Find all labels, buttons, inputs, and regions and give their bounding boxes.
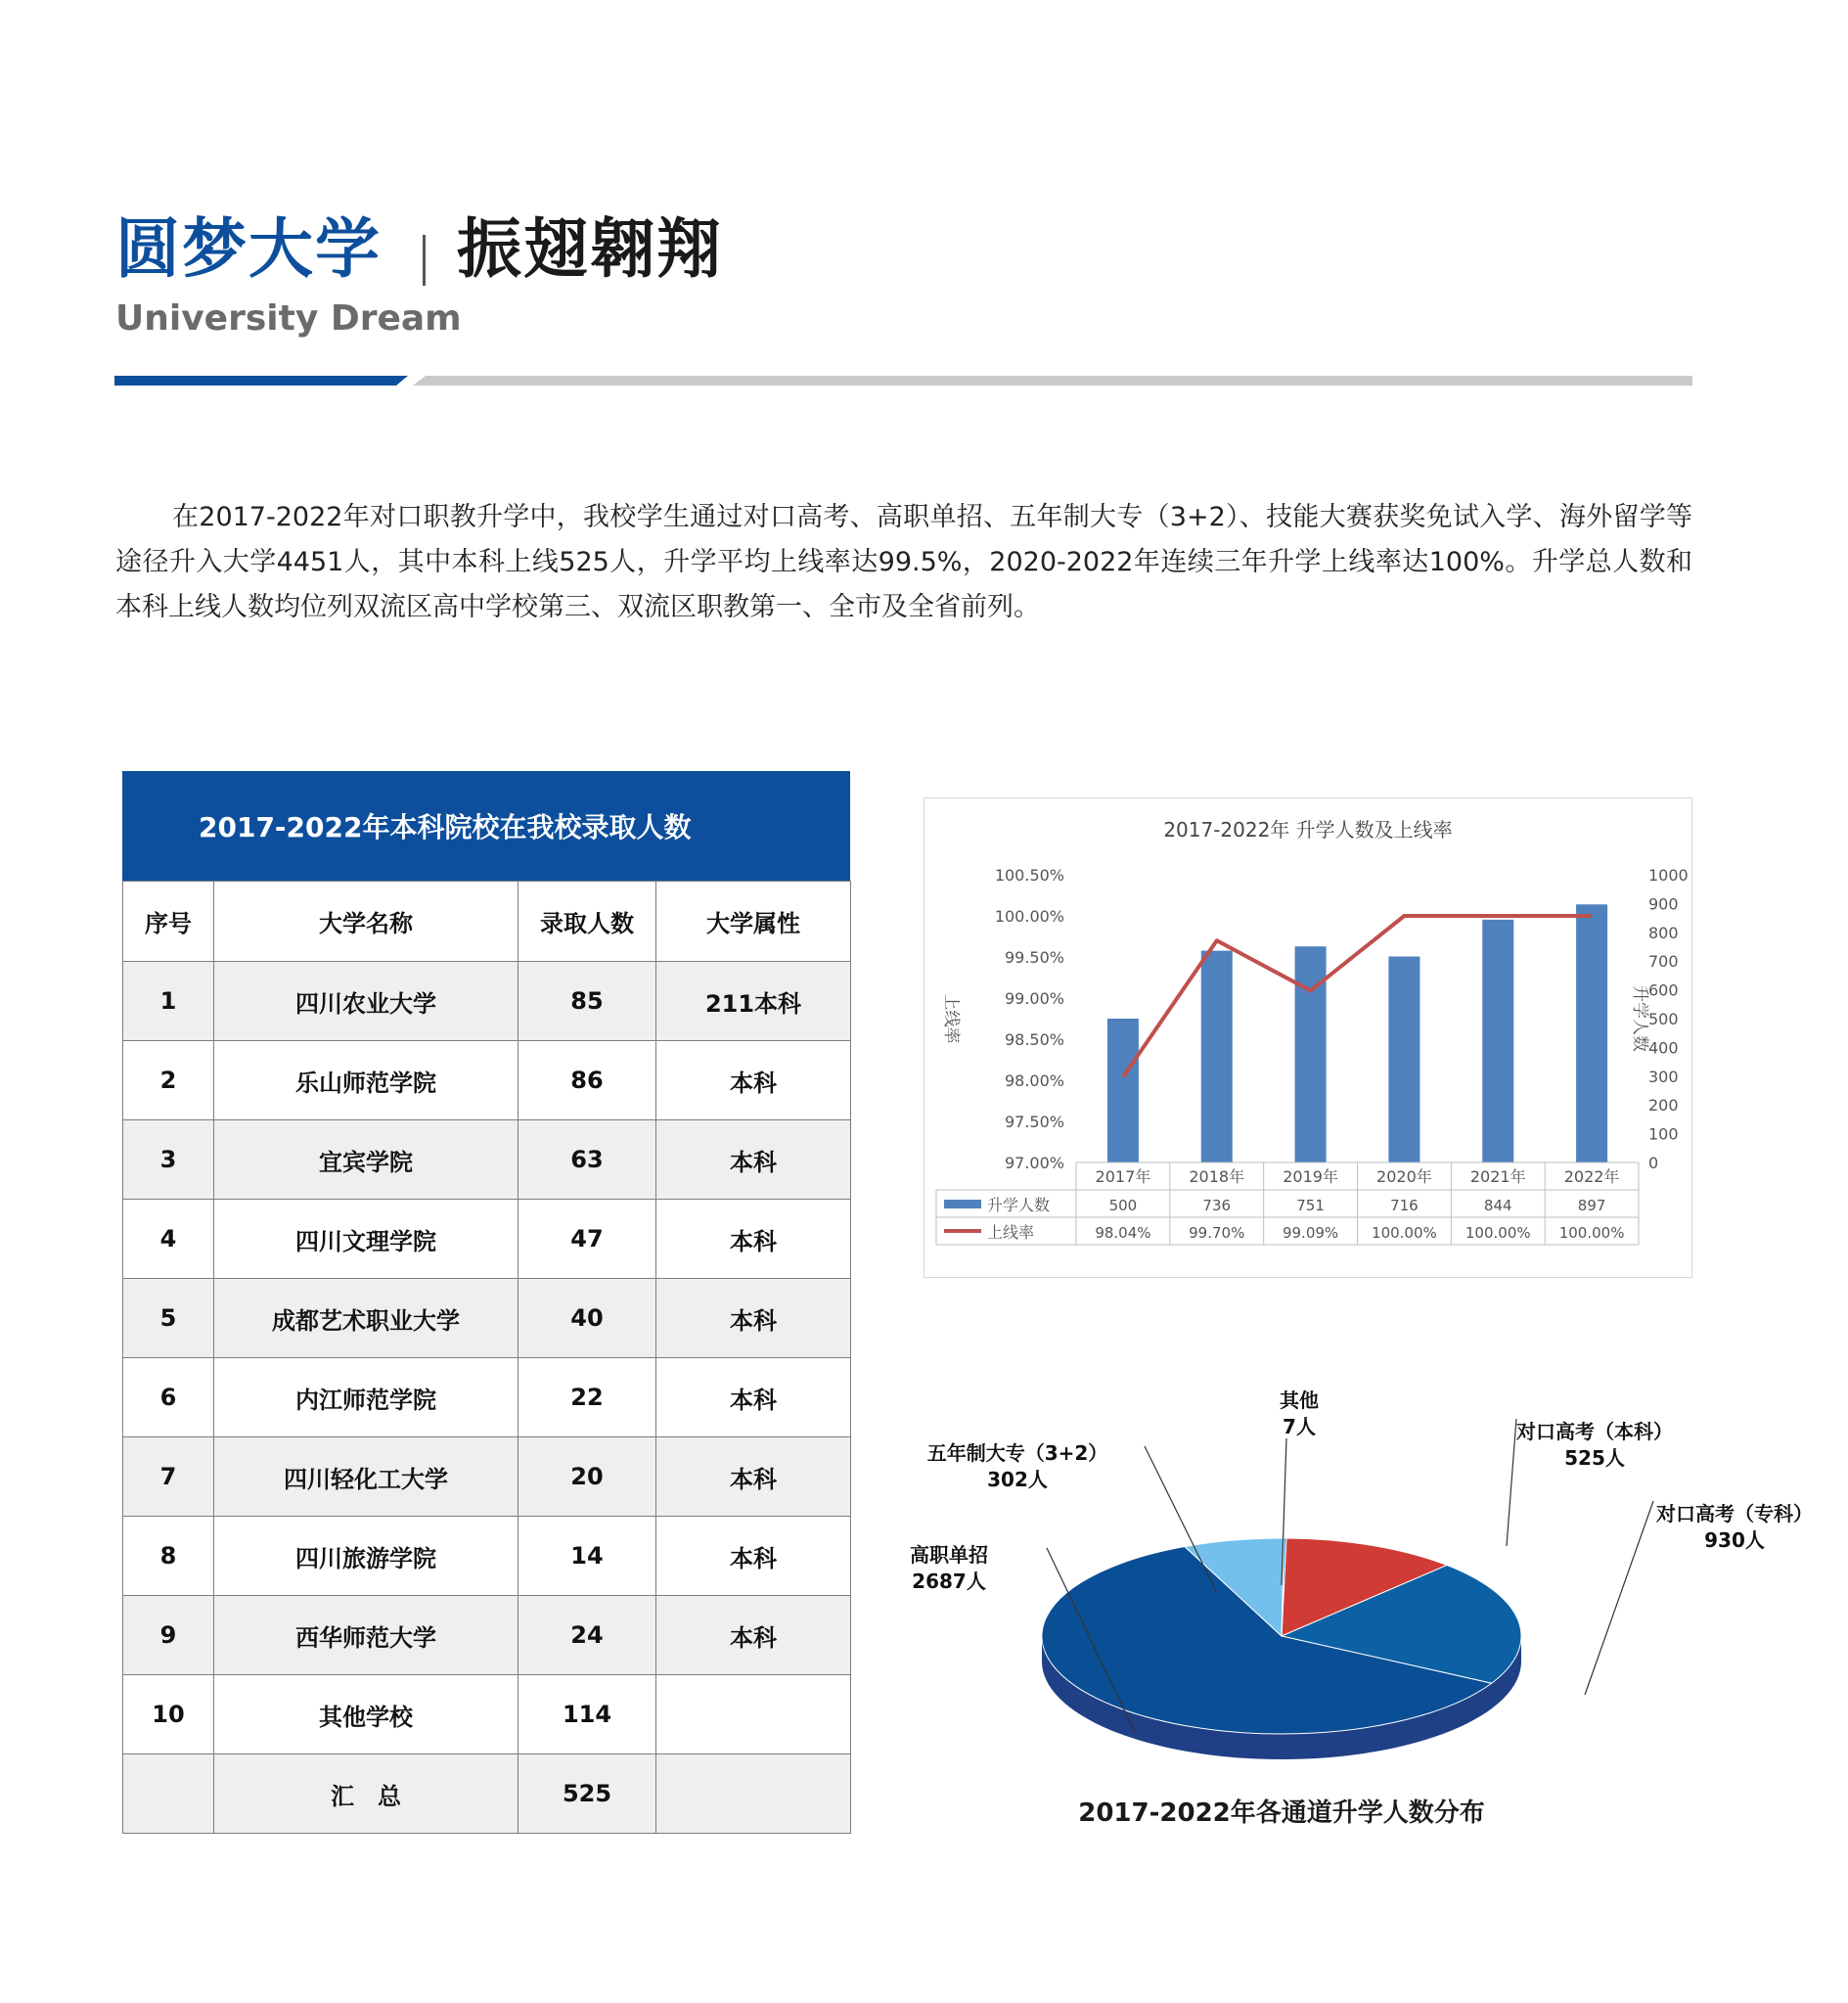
table-grid	[122, 881, 851, 1834]
cell-index: 4	[123, 1200, 214, 1279]
cell-university: 汇 总	[214, 1754, 518, 1834]
cell-count: 40	[518, 1279, 656, 1358]
cell-type: 211本科	[656, 962, 851, 1041]
bar-data-label: 736	[1202, 1197, 1232, 1214]
pie-label-value: 930人	[1704, 1528, 1765, 1552]
header-count: 录取人数	[518, 882, 656, 962]
bar-data-label: 500	[1108, 1197, 1138, 1214]
y-right-tick-label: 500	[1648, 1010, 1679, 1028]
cell-type: 本科	[656, 1041, 851, 1120]
cell-type: 本科	[656, 1120, 851, 1200]
cell-university: 内江师范学院	[214, 1358, 518, 1437]
pie-label	[841, 1542, 1057, 1595]
page-subtitle: 振翅翱翔	[457, 211, 723, 287]
pie-label-value: 302人	[987, 1468, 1048, 1491]
bar	[1295, 946, 1327, 1162]
rate-data-label: 98.04%	[1095, 1224, 1151, 1242]
y-right-tick-label: 200	[1648, 1096, 1679, 1115]
page-title: 圆梦大学	[115, 211, 382, 287]
admission-table	[122, 771, 850, 1834]
cell-index: 1	[123, 962, 214, 1041]
intro-paragraph: 在2017-2022年对口职教升学中，我校学生通过对口高考、高职单招、五年制大专（3+2）、技能大赛获奖免试入学、海外留学等途径升入大学4451人，其中本科上线525人，升学平均上线率达99.5%，2020-2022年连续三年升学上线率达100%。升学总人数和本科上线人数均位列双流区高中学校第三、双流区职教第一、全市及全省前列。	[115, 502, 1692, 622]
pie-label	[1192, 1388, 1407, 1440]
bar-data-label: 897	[1577, 1197, 1606, 1214]
cell-index: 9	[123, 1596, 214, 1675]
rate-data-label: 100.00%	[1465, 1224, 1531, 1242]
legend-line-swatch	[944, 1229, 981, 1233]
y-right-tick-label: 400	[1648, 1038, 1679, 1058]
bar-data-label: 751	[1296, 1197, 1325, 1214]
y-right-tick-label: 800	[1648, 923, 1679, 942]
table-row	[123, 1041, 851, 1120]
y-right-tick-label: 900	[1648, 894, 1679, 914]
y-right-tick-label: 0	[1648, 1154, 1659, 1172]
y-left-tick-label: 99.50%	[1004, 948, 1064, 967]
rate-data-label: 99.09%	[1282, 1224, 1339, 1242]
table-row	[123, 1596, 851, 1675]
table-row	[123, 1358, 851, 1437]
cell-type	[656, 1675, 851, 1754]
y-left-axis-label: 上线率	[941, 993, 961, 1044]
rate-data-label: 100.00%	[1558, 1224, 1625, 1242]
cell-count: 85	[518, 962, 656, 1041]
rate-data-label: 100.00%	[1372, 1224, 1437, 1242]
cell-count: 86	[518, 1041, 656, 1120]
cell-index: 2	[123, 1041, 214, 1120]
rate-line	[1123, 916, 1592, 1077]
bar	[1482, 920, 1513, 1162]
cell-index: 3	[123, 1120, 214, 1200]
header-rule-blue	[114, 376, 408, 386]
cell-type	[656, 1754, 851, 1834]
x-tick-label: 2020年	[1376, 1167, 1432, 1186]
header-rule-gray	[413, 376, 1692, 386]
cell-type: 本科	[656, 1517, 851, 1596]
y-left-tick-label: 97.50%	[1004, 1113, 1064, 1131]
table-row	[123, 1754, 851, 1834]
bar	[1576, 904, 1607, 1162]
cell-university: 其他学校	[214, 1675, 518, 1754]
table-row	[123, 962, 851, 1041]
table-row	[123, 1675, 851, 1754]
cell-index	[123, 1754, 214, 1834]
y-left-tick-label: 100.00%	[994, 907, 1064, 926]
x-tick-label: 2021年	[1469, 1167, 1526, 1186]
bar	[1388, 956, 1420, 1162]
pie-label-value: 2687人	[912, 1570, 986, 1593]
cell-university: 四川农业大学	[214, 962, 518, 1041]
cell-university: 宜宾学院	[214, 1120, 518, 1200]
pie-label-name: 其他	[1280, 1388, 1319, 1412]
table-row	[123, 1120, 851, 1200]
pie-label	[1627, 1501, 1842, 1554]
pie-label-value: 525人	[1564, 1446, 1625, 1470]
y-left-tick-label: 97.00%	[1004, 1154, 1064, 1172]
cell-count: 24	[518, 1596, 656, 1675]
cell-count: 47	[518, 1200, 656, 1279]
x-tick-label: 2019年	[1283, 1167, 1338, 1186]
cell-type: 本科	[656, 1200, 851, 1279]
cell-count: 20	[518, 1437, 656, 1517]
cell-university: 成都艺术职业大学	[214, 1279, 518, 1358]
pie-label-name: 对口高考（本科）	[1516, 1420, 1673, 1443]
bar-data-label: 844	[1483, 1197, 1512, 1214]
cell-university: 乐山师范学院	[214, 1041, 518, 1120]
cell-university: 四川文理学院	[214, 1200, 518, 1279]
header-type: 大学属性	[656, 882, 851, 962]
legend-line-name: 上线率	[987, 1223, 1035, 1242]
english-title: University Dream	[115, 298, 462, 339]
cell-count: 525	[518, 1754, 656, 1834]
cell-index: 6	[123, 1358, 214, 1437]
y-right-axis-label: 升学人数	[1630, 985, 1649, 1052]
y-right-tick-label: 1000	[1648, 866, 1689, 885]
cell-type: 本科	[656, 1596, 851, 1675]
pie-label	[1487, 1419, 1702, 1472]
cell-index: 8	[123, 1517, 214, 1596]
y-right-tick-label: 100	[1648, 1124, 1679, 1144]
table-title: 2017-2022年本科院校在我校录取人数	[122, 771, 850, 881]
cell-type: 本科	[656, 1437, 851, 1517]
y-right-tick-label: 700	[1648, 952, 1679, 972]
cell-university: 四川轻化工大学	[214, 1437, 518, 1517]
chart-title: 2017-2022年 升学人数及上线率	[1163, 818, 1453, 842]
pie-label-value: 7人	[1283, 1415, 1316, 1438]
header-index: 序号	[123, 882, 214, 962]
table-row	[123, 1517, 851, 1596]
cell-type: 本科	[656, 1279, 851, 1358]
cell-index: 5	[123, 1279, 214, 1358]
cell-index: 7	[123, 1437, 214, 1517]
pie-label-name: 对口高考（专科）	[1656, 1502, 1813, 1525]
pie-label	[910, 1440, 1125, 1493]
table-row	[123, 1200, 851, 1279]
bar	[1201, 951, 1233, 1162]
cell-index: 10	[123, 1675, 214, 1754]
table-row	[123, 1279, 851, 1358]
table-header-row	[123, 882, 851, 962]
y-right-tick-label: 300	[1648, 1067, 1679, 1086]
x-tick-label: 2022年	[1563, 1167, 1620, 1186]
y-left-tick-label: 99.00%	[1004, 989, 1064, 1008]
table-body	[123, 962, 851, 1834]
legend-bar-name: 升学人数	[987, 1196, 1051, 1214]
y-left-tick-label: 98.50%	[1004, 1030, 1064, 1049]
y-left-tick-label: 100.50%	[994, 866, 1064, 885]
bar	[1107, 1019, 1139, 1162]
table-row	[123, 1437, 851, 1517]
pie-label-name: 五年制大专（3+2）	[926, 1441, 1108, 1465]
x-tick-label: 2018年	[1189, 1167, 1245, 1186]
title-divider	[423, 235, 426, 286]
y-left-tick-label: 98.00%	[1004, 1071, 1064, 1090]
cell-university: 四川旅游学院	[214, 1517, 518, 1596]
bar-data-label: 716	[1390, 1197, 1419, 1214]
y-right-tick-label: 600	[1648, 980, 1679, 1000]
x-tick-label: 2017年	[1095, 1167, 1151, 1186]
cell-count: 114	[518, 1675, 656, 1754]
pie-label-name: 高职单招	[910, 1543, 988, 1567]
cell-university: 西华师范大学	[214, 1596, 518, 1675]
cell-count: 22	[518, 1358, 656, 1437]
cell-count: 63	[518, 1120, 656, 1200]
cell-type: 本科	[656, 1358, 851, 1437]
cell-count: 14	[518, 1517, 656, 1596]
chart-canvas	[924, 798, 1691, 1277]
legend-bar-swatch	[944, 1200, 981, 1208]
pie-caption: 2017-2022年各通道升学人数分布	[1078, 1798, 1485, 1828]
header-university: 大学名称	[214, 882, 518, 962]
admission-rate-chart	[924, 797, 1692, 1278]
rate-data-label: 99.70%	[1189, 1224, 1245, 1242]
